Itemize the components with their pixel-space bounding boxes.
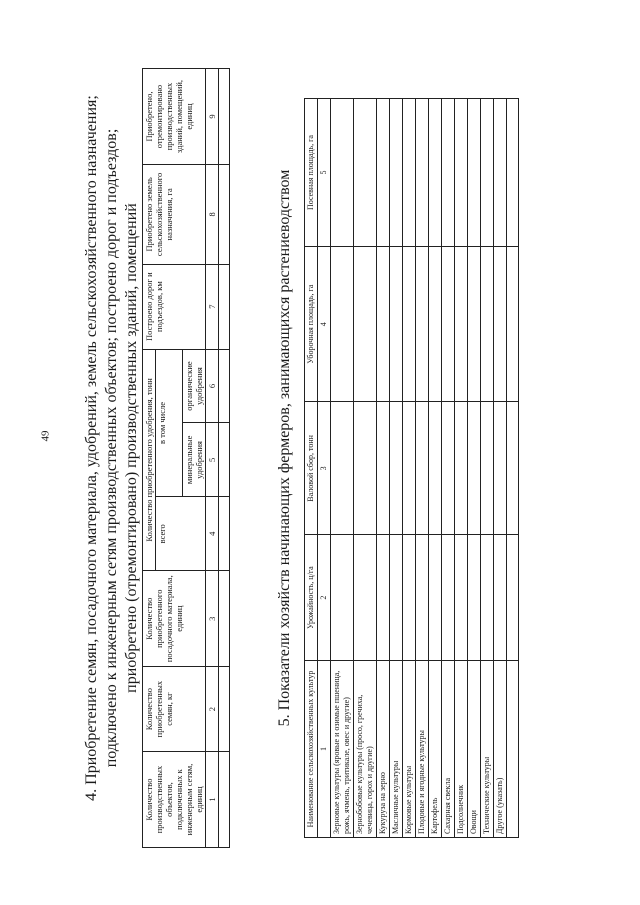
table-row: Другое (указать): [494, 99, 507, 838]
table-row: Зернобобовые культуры (просо, гречиха, чечевица, горох и другие): [354, 99, 377, 838]
section-5-table: Наименование сельскохозяйственных культур Урожайность, ц/га Валовой сбор, тонн Уборочная площадь, га Посевная площадь, га 1 2 3 4 5 Зерновые культуры (яровые и озимые пшеница, рожь, ячмень, тритикале, овес и другие) Зернобобовые культуры (просо, гречиха, чечевица, горох и другие) Кукуруза на зерно Масличные культуры Кормовые культуры Плодовые и ягодные культуры Картофель Сахарная свекла Подсолнечник Овощи Технические культуры Другое (указать): [304, 98, 519, 838]
section-5-heading: 5. Показатели хозяйств начинающих фермеров, занимающихся растениеводством: [276, 169, 293, 727]
table-row: Масличные культуры: [390, 99, 403, 838]
table-row: Картофель: [429, 99, 442, 838]
section-4-table: Количество производственных объектов, подключенных к инженерным сетям, единиц Количество приобретенных семян, кг Количество приобретенного посадочного материала, единиц Количество приобретенного удобрения, тонн Построено дорог и подъездов, км Приобретено земель сельскохозяйственного назначения, га Приобретено, отремонтировано производственных зданий, помещений, единиц всего в том числе минеральные удобрения органические удобрения 1 2 3 4 5 6 7 8 9: [142, 68, 230, 848]
table-row: Зерновые культуры (яровые и озимые пшеница, рожь, ячмень, тритикале, овес и другие): [331, 99, 354, 838]
table-row: Кормовые культуры: [403, 99, 416, 838]
table-row: Сахарная свекла: [442, 99, 455, 838]
table-row: Технические культуры: [481, 99, 494, 838]
table-row: Плодовые и ягодные культуры: [416, 99, 429, 838]
table-row: [507, 99, 519, 838]
section-4-heading: 4. Приобретение семян, посадочного материала, удобрений, земель сельскохозяйственного назначения; подключено к инженерным сетям производственных объектов; построено дорог и подъездов; приобретено (отремонтировано) производственных зданий, помещений: [83, 95, 140, 801]
table-row: Подсолнечник: [455, 99, 468, 838]
table-row: Кукуруза на зерно: [377, 99, 390, 838]
rotated-sheet: [22, 28, 622, 868]
table-row: Овощи: [468, 99, 481, 838]
page-number: 49: [39, 430, 52, 442]
